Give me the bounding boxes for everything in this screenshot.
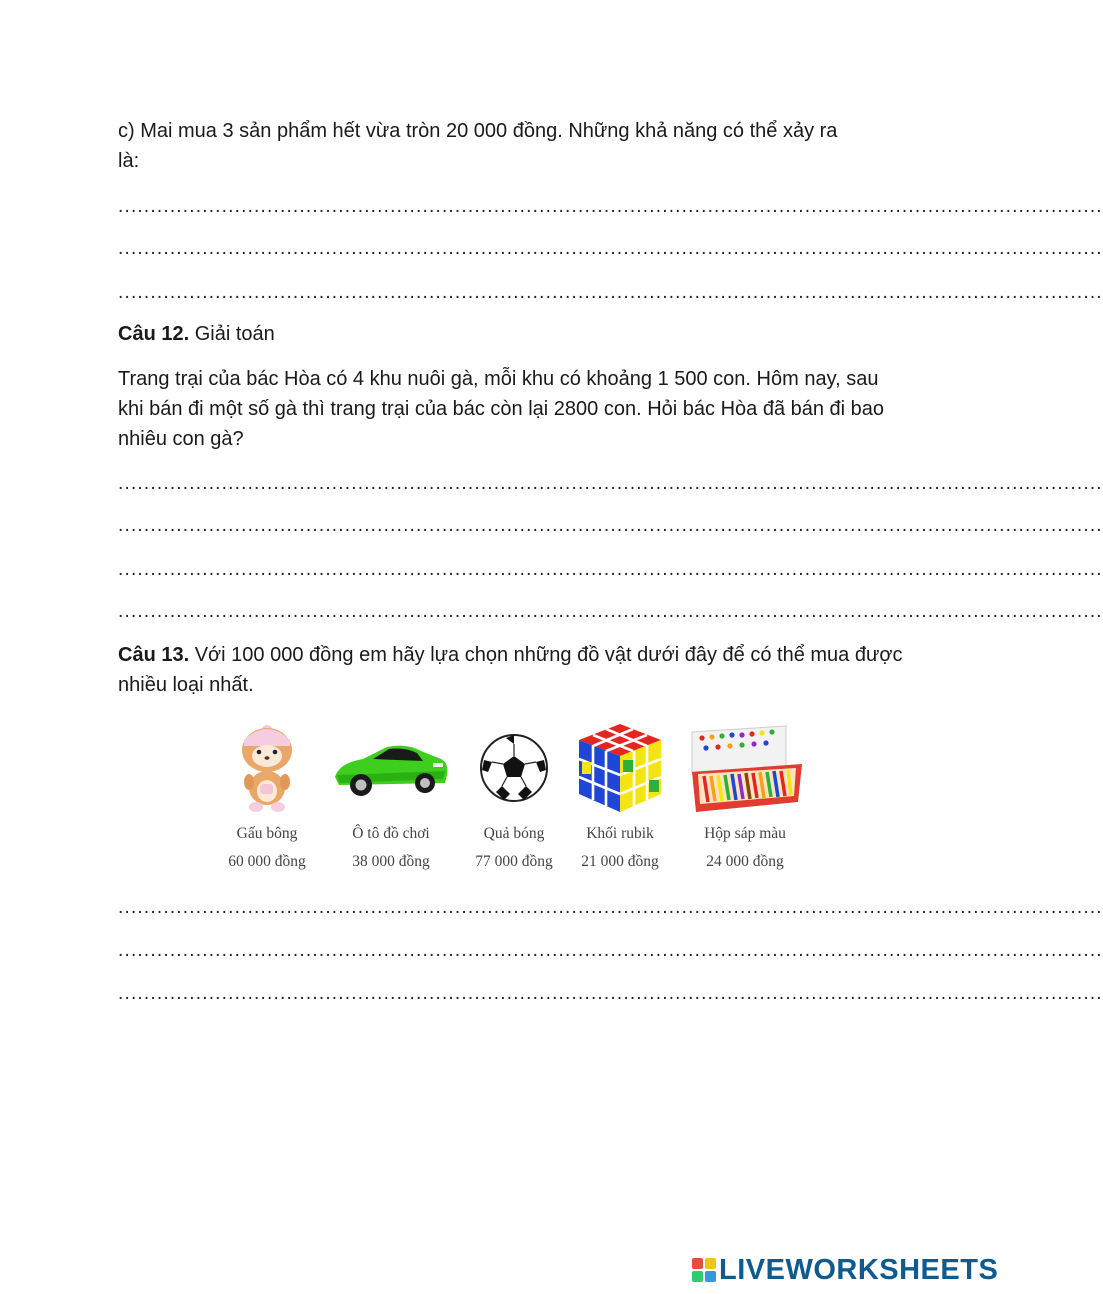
question-12-title: Giải toán xyxy=(189,323,275,345)
product-name: Ô tô đồ chơi xyxy=(352,825,430,842)
rubik-cube-icon xyxy=(575,722,665,814)
product-price: 24 000 đồng xyxy=(706,853,784,870)
answer-line[interactable]: ........................................................................................................................................................ xyxy=(118,515,1103,536)
soccer-ball-icon xyxy=(478,732,550,804)
product-price: 60 000 đồng xyxy=(228,853,306,870)
question-13-text xyxy=(118,640,913,700)
answer-line[interactable]: ........................................................................................................................................................ xyxy=(118,473,1103,494)
answer-line[interactable]: ........................................................................................................................................................ xyxy=(118,897,1103,918)
answer-line[interactable]: ........................................................................................................................................................ xyxy=(118,983,1103,1004)
product-crayon-box xyxy=(680,720,810,870)
answer-line[interactable]: ........................................................................................................................................................ xyxy=(118,282,1103,303)
part-c-question xyxy=(118,116,918,176)
answer-line[interactable]: ........................................................................................................................................................ xyxy=(118,601,1103,622)
product-price: 38 000 đồng xyxy=(352,853,430,870)
question-12-text: Trang trại của bác Hòa có 4 khu nuôi gà, mỗi khu có khoảng 1 500 con. Hôm nay, sau khi bán đi một số gà thì trang trại của bác còn lại 2800 con. Hỏi bác Hòa đã bán đi bao nhiêu con gà? xyxy=(118,368,885,450)
product-rubik xyxy=(555,720,685,870)
product-price: 77 000 đồng xyxy=(475,853,553,870)
question-12-heading xyxy=(118,319,918,349)
part-c-text-line2: là: xyxy=(118,150,140,172)
product-name: Khối rubik xyxy=(586,825,654,842)
liveworksheets-logo[interactable] xyxy=(692,1252,998,1288)
liveworksheets-logo-icon xyxy=(692,1258,716,1282)
answer-line[interactable]: ........................................................................................................................................................ xyxy=(118,196,1103,217)
teddy-bear-icon xyxy=(232,720,302,815)
answer-line[interactable]: ........................................................................................................................................................ xyxy=(118,940,1103,961)
toy-car-icon xyxy=(329,733,453,803)
question-13-body: Với 100 000 đồng em hãy lựa chọn những đồ vật dưới đây để có thể mua được nhiều loại nhất. xyxy=(118,644,903,696)
answer-line[interactable]: ........................................................................................................................................................ xyxy=(118,559,1103,580)
answer-line[interactable]: ........................................................................................................................................................ xyxy=(118,238,1103,259)
question-12-label: Câu 12. xyxy=(118,323,190,345)
product-price: 21 000 đồng xyxy=(581,853,659,870)
liveworksheets-logo-text: LIVEWORKSHEETS xyxy=(719,1253,999,1286)
product-name: Quả bóng xyxy=(483,825,545,842)
product-name: Hộp sáp màu xyxy=(704,825,786,842)
crayon-box-icon xyxy=(686,722,804,814)
part-c-text-line1: c) Mai mua 3 sản phẩm hết vừa tròn 20 000 đồng. Những khả năng có thể xảy ra xyxy=(118,120,838,142)
question-13-label: Câu 13. xyxy=(118,644,190,666)
product-teddy-bear xyxy=(202,720,332,870)
product-name: Gấu bông xyxy=(236,825,298,842)
product-toy-car xyxy=(326,720,456,870)
